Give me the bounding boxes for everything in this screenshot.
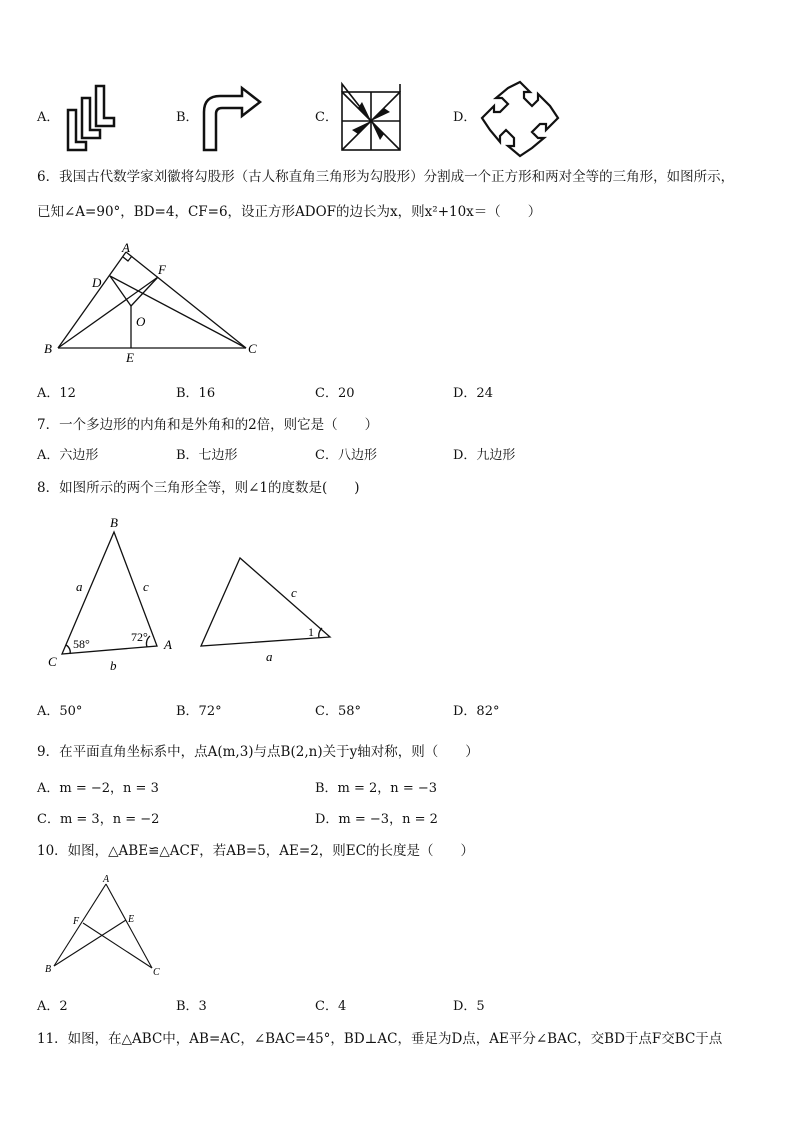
q6-label-a: A	[122, 240, 130, 255]
q10-label-b: B	[45, 964, 52, 975]
q5-option-d: D．	[453, 110, 477, 125]
q5-option-a: A．	[37, 110, 60, 125]
q10-figure	[40, 872, 170, 982]
q6-text-line2: 已知∠A=90°，BD=4，CF=6，设正方形ADOF的边长为x，则x²+10x＝（ ）	[37, 204, 542, 220]
q6-label-c: C	[248, 341, 257, 356]
q6-option-d: D．24	[453, 386, 493, 401]
q5-option-c: C．	[315, 110, 338, 125]
q6-text-line1: 6．我国古代数学家刘徽将勾股形（古人称直角三角形为勾股形）分割成一个正方形和两对全等的三角形，如图所示，	[37, 169, 735, 185]
q6-label-d: D	[92, 275, 102, 290]
q7-option-a: A．六边形	[37, 448, 99, 463]
q9-option-d: D．m = −3，n = 2	[315, 812, 438, 827]
q10-label-a: A	[103, 874, 110, 885]
q8-text: 8．如图所示的两个三角形全等，则∠1的度数是( )	[37, 480, 360, 496]
q8-angle-1: 1	[308, 625, 314, 639]
q6-label-o: O	[136, 314, 146, 329]
q10-label-c: C	[153, 967, 160, 978]
q9-option-c: C．m = 3，n = −2	[37, 812, 160, 827]
q5-figure-a	[62, 84, 122, 154]
q8-label-c2: c	[291, 585, 297, 600]
q10-text: 10．如图，△ABE≌△ACF，若AB=5，AE=2，则EC的长度是（ ）	[37, 843, 474, 859]
q8-angle-58: 58°	[73, 637, 90, 651]
q6-option-c: C．20	[315, 386, 355, 401]
q8-angle-72: 72°	[131, 630, 148, 644]
q10-option-a: A．2	[37, 999, 68, 1014]
q9-text: 9．在平面直角坐标系中，点A(m,3)与点B(2,n)关于y轴对称，则（ ）	[37, 744, 479, 760]
q10-option-c: C．4	[315, 999, 347, 1014]
q8-option-d: D．82°	[453, 704, 500, 719]
q5-figure-b	[200, 86, 264, 152]
q6-label-b: B	[44, 341, 52, 356]
q7-option-b: B．七边形	[176, 448, 238, 463]
q8-label-a-side: a	[76, 579, 83, 594]
q6-label-e: E	[126, 350, 134, 365]
q8-label-c-side: c	[143, 579, 149, 594]
q8-label-a: A	[164, 637, 172, 652]
q10-label-f: F	[73, 916, 80, 927]
q9-option-b: B．m = 2，n = −3	[315, 781, 438, 796]
q10-option-d: D．5	[453, 999, 485, 1014]
q8-option-b: B．72°	[176, 704, 222, 719]
q11-text: 11．如图，在△ABC中，AB=AC，∠BAC=45°，BD⊥AC，垂足为D点，AE平分∠BAC，交BD于点F交BC于点	[37, 1031, 723, 1047]
q8-label-c: C	[48, 654, 57, 669]
q6-figure	[40, 240, 270, 365]
q8-option-c: C．58°	[315, 704, 361, 719]
q7-option-c: C．八边形	[315, 448, 377, 463]
q8-label-b-side: b	[110, 658, 117, 673]
q7-option-d: D．九边形	[453, 448, 516, 463]
q9-option-a: A．m = −2，n = 3	[37, 781, 159, 796]
q6-label-f: F	[158, 262, 166, 277]
q5-option-b: B．	[176, 110, 199, 125]
q8-label-a2: a	[266, 649, 273, 664]
q8-label-b: B	[110, 515, 118, 530]
q6-option-b: B．16	[176, 386, 216, 401]
q5-figure-c	[340, 84, 402, 154]
q8-option-a: A．50°	[37, 704, 83, 719]
q8-figure	[40, 510, 340, 680]
q10-label-e: E	[128, 914, 135, 925]
q5-figure-d	[480, 80, 560, 158]
q7-text: 7．一个多边形的内角和是外角和的2倍，则它是（ ）	[37, 417, 379, 433]
q10-option-b: B．3	[176, 999, 207, 1014]
q6-option-a: A．12	[37, 386, 76, 401]
